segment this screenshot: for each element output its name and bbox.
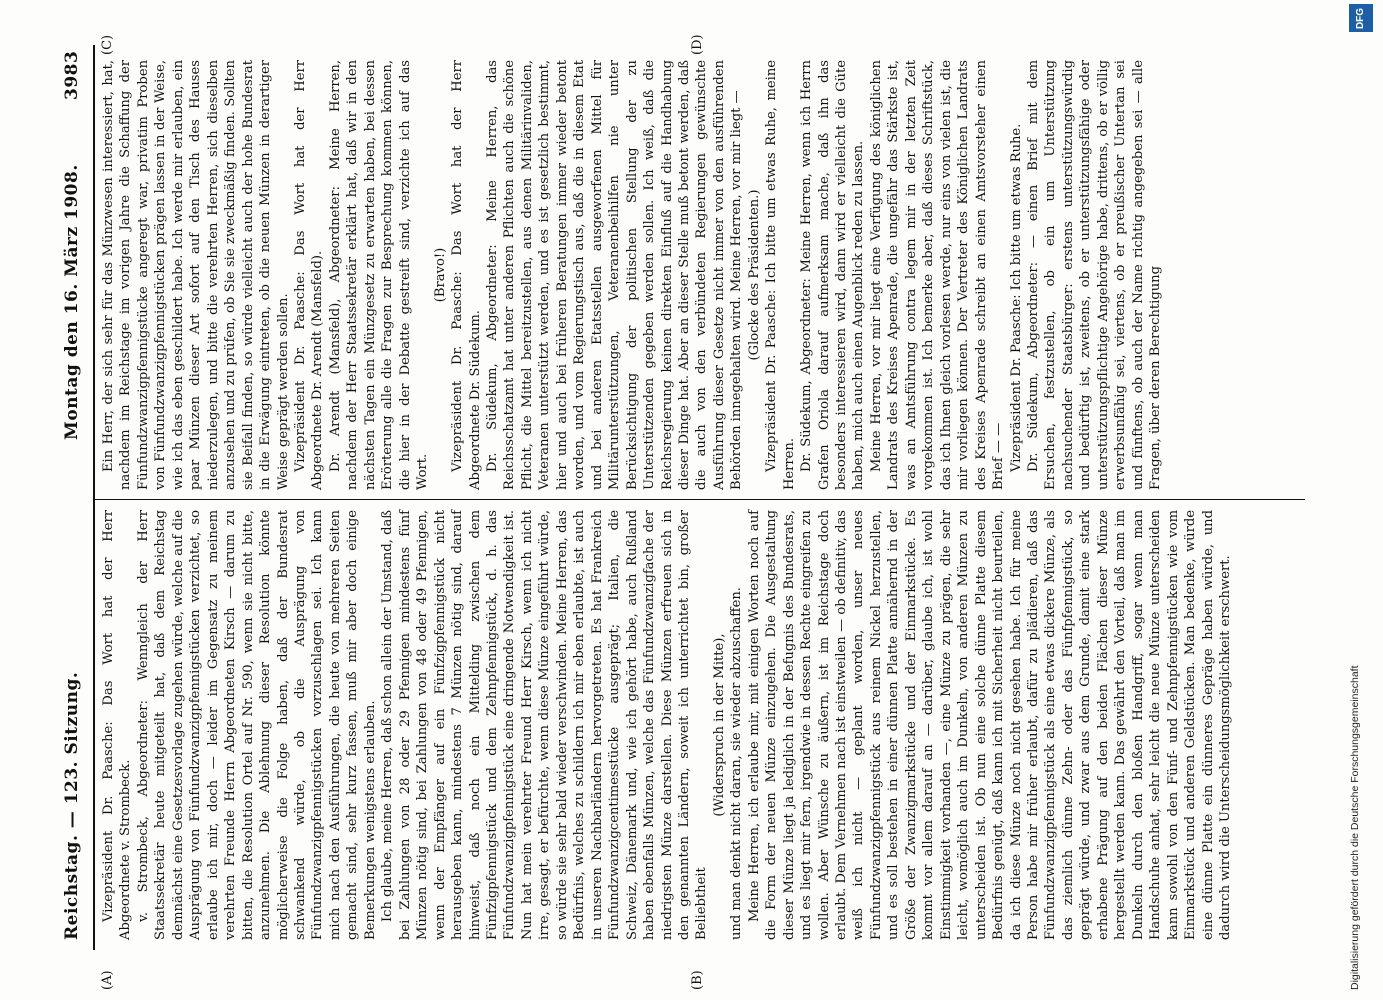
right-column [100,60,1165,490]
paragraph-interjection: (Bravo!) [432,247,448,303]
header-rule [93,45,95,950]
paragraph: Dr. Südekum, Abgeordneter: — einen Brief mit dem Ersuchen, festzustellen, ob ein um Unterstützung nachsuchender Staatsbürger: erstens unterstützungswürdig und bedürftig ist, zweitens, ob er unterstützungsfähige oder unterstützungspflichtige Angehörige habe, drittens, ob er völlig erwerbsunfähig sei, viertens, ob er preußischer Untertan sei und fünftens, ob auch der Name richtig angegeben sei — alle Fragen, über deren Berechtigung [1026,60,1164,490]
paragraph: und man denkt nicht daran, sie wieder abzuschaffen. [729,587,745,940]
paragraph: Vizepräsident Dr. Paasche: Ich bitte um etwas Ruhe, meine Herren. [764,60,797,490]
paragraph: Vizepräsident Dr. Paasche: Das Wort hat der Herr Abgeordnete Dr. Arendt (Mansfeld). [292,60,326,490]
paragraph: Ein Herr, der sich sehr für das Münzwesen interessiert, hat, nachdem im Reichstage im vorigen Jahre die Schaffung der Fünfundzwanzigpfennigstücke angeregt war, privatim Proben von Fünfundzwanzigpfennigstücken prägen lassen in der Weise, wie ich das eben geschildert habe. Ich werde mir erlauben, ein paar Münzen dieser Art sofort auf den Tisch des Hauses niederzulegen, und bitte die verehrten Herren, sich dieselben anzusehen und zu prüfen, ob Sie sie zweckmäßig finden. Sollten sie Beifall finden, so würde vielleicht auch der hohe Bundesrat in die Erwägung eintreten, ob die neuen Münzen in derartiger Weise geprägt werden sollen. [101,60,291,490]
margin-letter-d: (D) [690,34,705,55]
margin-letter-a: (A) [100,970,115,990]
paragraph: Dr. Südekum, Abgeordneter: Meine Herren, das Reichsschatzamt hat unter anderen Pflichten auch die schöne Pflicht, die Mittel bereitzustellen, aus denen Militärinvaliden, Veteranen unterstützt werden, und es ist gesetzlich bestimmt, hier und auch bei früheren Beratungen immer wieder betont worden, und vom Regierungstisch aus, daß die in diesem Etat und bei anderen Etatsstellen ausgeworfenen Mittel für Militärunterstützungen, Veteranenbeihilfen nie unter Berücksichtigung der politischen Stellung der zu Unterstützenden gegeben werden sollen. Ich weiß, daß die Reichsregierung keinen direkten Einfluß auf die Handhabung dieser Dinge hat. Aber an dieser Stelle muß betont werden, daß die auch von den verbündeten Regierungen gewünschte Ausführung dieser Gesetze nicht immer von den ausführenden Behörden innegehalten wird. Meine Herren, vor mir liegt — [484,60,745,490]
left-column [100,510,1234,940]
paragraph: v. Strombeck, Abgeordneter: Wenngleich der Herr Staatssekretär heute mitgeteilt hat, daß dem Reichstag demnächst eine Gesetzesvorlage zugehen würde, welche auf die Ausprägung von Fünfundzwanzigpfennigstücken verzichtet, so erlaube ich mir, doch — leider im Gegensatz zu meinem verehrten Freunde Herrn Abgeordneten Kirsch — darum zu bitten, die Resolution Ortel auf Nr. 590, wenn sie nicht bitte, anzunehmen. Die Ablehnung dieser Resolution könnte möglicherweise die Folge haben, daß der Bundesrat schwankend würde, ob die Ausprägung von Fünfundzwanzigpfennigstücken vorzuschlagen sei. Ich kann mich nach den Ausführungen, die heute von mehreren Seiten gemacht sind, sehr kurz fassen, muß mir aber doch einige Bemerkungen wenigstens erlauben. [135,510,378,940]
paragraph: Meine Herren, vor mir liegt eine Verfügung des königlichen Landrats des Kreises Apenrade, die ungefähr das Stärkste ist, was an Amtsführung contra legem mir in der letzten Zeit vorgekommen ist. Ich bemerke aber, daß dieses Schriftstück, das ich Ihnen gleich vorlesen werde, nur eins von vielen ist, die mir vorliegen können. Der Vertreter des Königlichen Landrats des Kreises Apenrade schreibt an einen Amtsvorsteher einen Brief — — [868,60,1007,490]
paragraph: Dr. Südekum, Abgeordneter: Meine Herren, wenn ich Herrn Grafen Oriola darauf aufmerksam mache, daß ihn das besonders interessieren wird, dann wird er vielleicht die Güte haben, mich auch einen Augenblick reden zu lassen. [799,60,867,490]
digitization-credit: Digitalisierung gefördert durch die Deutsche Forschungsgemeinschaft [1349,665,1361,990]
page-number: 3983 [62,50,82,100]
paragraph: Vizepräsident Dr. Paasche: Ich bitte um etwas Ruhe. [1008,123,1024,472]
paragraph: Vizepräsident Dr. Paasche: Das Wort hat der Herr Abgeordnete v. Strombeck. [101,510,134,940]
dfg-logo: DFG [1349,4,1373,32]
paragraph: Meine Herren, ich erlaube mir, mit einigen Worten noch auf die Form der neuen Münze einzugehen. Die Ausgestaltung dieser Münze liegt ja lediglich in der Befugnis des Bundesrats, und es liegt mir fern, irgendwie in dessen Rechte eingreifen zu wollen. Aber Wünsche zu äußern, ist im Reichstage doch erlaubt. Dem Vernehmen nach ist einstweilen — ob definitiv, das weiß ich nicht — geplant worden, unser neues Fünfundzwanzigpfennigstück aus reinem Nickel herzustellen, und es soll bestehen in einer dünnen Platte annähernd in der Größe der Zwanzigmarkstücke und der Einmarkstücke. Es kommt vor allem darauf an — darüber, glaube ich, ist wohl Einstimmigkeit vorhanden —, eine Münze zu prägen, die sehr leicht, womöglich auch im Dunkeln, von anderen Münzen zu unterscheiden ist. Ob nun eine solche dünne Platte diesem Bedürfnis genügt, daß kann ich mit Sicherheit nicht beurteilen, da ich diese Münze noch nicht gesehen habe. Ich für meine Person habe mir früher erlaubt, dafür zu plädieren, daß das Fünfundzwanzigpfennigstück als eine etwas dickere Münze, als das ziemlich dünne Zehn- oder das Fünfpfennigstück, so geprägt würde, und zwar aus dem Grunde, damit eine stark erhabene Prägung auf den beiden Flächen dieser Münze hergestellt werden kann. Das gewährt den Vorteil, daß man im Dunkeln durch den bloßen Handgriff, sogar wenn man Handschuhe anhat, sehr leicht die neue Münze unterscheiden kann sowohl von den Fünf- und Zehnpfennigstücken wie vom Einmarkstück und anderen Geldstücken. Man bedenke, würde eine dünne Platte ein dünneres Gepräge haben würde, und dadurch wird die Unterscheidungsmöglichkeit erschwert. [746,510,1233,940]
column-divider [95,499,1305,500]
paragraph: Dr. Arendt (Mansfeld), Abgeordneter: Meine Herren, nachdem der Herr Staatssekretär erklärt hat, daß wir in den nächsten Tagen ein Münzgesetz zu erwarten haben, bei dessen Erörterung alle die Fragen zur Besprechung kommen können, die hier in der Debatte gestreift sind, verzichte ich auf das Wort. [327,60,431,490]
paragraph: Vizepräsident Dr. Paasche: Das Wort hat der Herr Abgeordnete Dr. Südekum. [450,60,483,490]
margin-letter-b: (B) [690,970,705,990]
paragraph-interjection: (Widerspruch in der Mitte), [711,633,727,817]
header-center: Montag den 16. März 1908. [62,164,82,440]
paragraph-interjection: (Glocke des Präsidenten.) [746,189,762,361]
margin-letter-c: (C) [100,34,115,55]
header-left: Reichstag. — 123. Sitzung. [62,671,82,940]
paragraph: Ich glaube, meine Herren, daß schon allein der Umstand, daß bei Zahlungen von 28 oder 29 Pfennigen mindestens fünf Münzen nötig sind, bei Zahlungen von 48 oder 49 Pfennigen, wenn der Empfänger auf ein Fünfzigpfennigstück nicht herausgeben kann, mindestens 7 Münzen nötig sind, darauf hinweist, daß noch ein Mittelding zwischen dem Fünfzigpfennigstück und dem Zehnpfennigstück, d. h. das Fünfundzwanzigpfennigstück eine dringende Notwendigkeit ist. Nun hat mein verehrter Freund Herr Kirsch, wenn ich nicht irre, gesagt, er befürchte, wenn diese Münze eingeführt würde, so würde sie sehr bald wieder verschwinden. Meine Herren, das Bedürfnis, welches zu schildern ich mir eben erlaubte, ist auch in unseren Nachbarländern hervorgetreten. Es hat Frankreich Fünfundzwanzigcentimesstücke ausgeprägt; Italien, die Schweiz, Dänemark und, wie ich gehört habe, auch Rußland haben ebenfalls Münzen, welche das Fünfundzwanzigfache der niedrigsten Münze darstellen. Diese Münzen erfreuen sich in den genannten Ländern, soweit ich unterrichtet bin, großer Beliebtheit [380,510,710,940]
